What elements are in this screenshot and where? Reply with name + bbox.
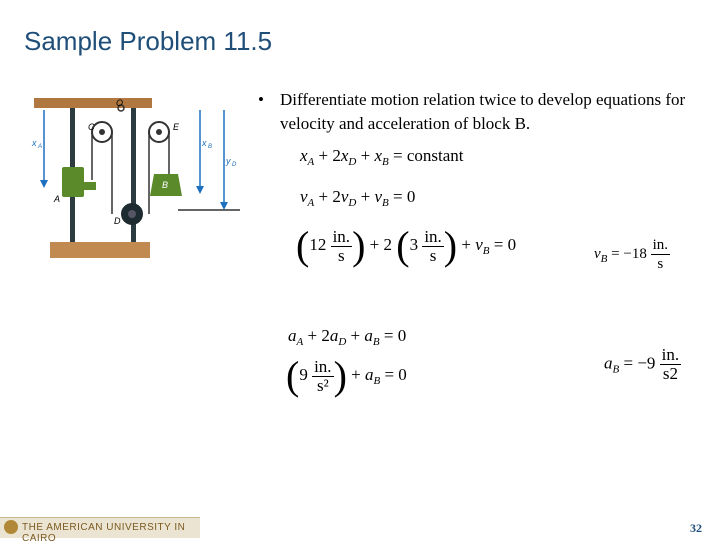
- university-logo-icon: [4, 520, 18, 534]
- slide-title: Sample Problem 11.5: [24, 26, 273, 56]
- block-a: [62, 167, 84, 197]
- equation-velocity: $v_A + 2v_D + v_B = 0$: [300, 187, 416, 209]
- page-number: 32: [690, 521, 702, 535]
- label-xa-sub: A: [38, 144, 43, 150]
- equation-acceleration-substituted: (9 $\frac{in.}{\text{s²}}$ ) + $a_B = 0$: [286, 353, 407, 398]
- footer-banner: [0, 517, 200, 544]
- label-o: O: [116, 98, 124, 108]
- label-xa: x: [32, 138, 37, 148]
- ceiling-beam: [34, 98, 152, 108]
- bullet-point: [258, 88, 698, 136]
- result-acceleration-b: $a_B = -9$ $\frac{in.}{s2}$: [604, 345, 680, 383]
- bullet-dot: •: [258, 90, 264, 109]
- equation-acceleration: $a_A + 2a_D + a_B = 0$: [288, 326, 407, 348]
- label-xb: x: [202, 138, 207, 148]
- bullet-text: Differentiate motion relation twice to develop equations for velocity and acceleration of block B.: [280, 90, 686, 133]
- equation-velocity-substituted: (12 $\frac{in.}{s}$ ) + 2 (3 $\frac{in.}{s}$ ) + $v_B = 0$: [296, 223, 517, 268]
- label-d: D: [114, 216, 121, 226]
- label-yd: y: [226, 156, 231, 166]
- floor-beam: [50, 242, 150, 258]
- label-a: A: [54, 194, 61, 204]
- result-velocity-b: $v_B = -18$ $\frac{in.}{s}$: [594, 237, 668, 272]
- label-yd-sub: D: [232, 162, 237, 168]
- pulley-system-figure: [28, 92, 243, 264]
- label-e: E: [173, 122, 180, 132]
- label-c: C: [88, 122, 95, 132]
- label-xb-sub: B: [208, 144, 213, 150]
- equation-position: $x_A + 2x_D + x_B$ = constant: [300, 146, 464, 168]
- label-b: B: [162, 180, 169, 190]
- footer-text: THE AMERICAN UNIVERSITY IN CAIRO: [22, 522, 186, 544]
